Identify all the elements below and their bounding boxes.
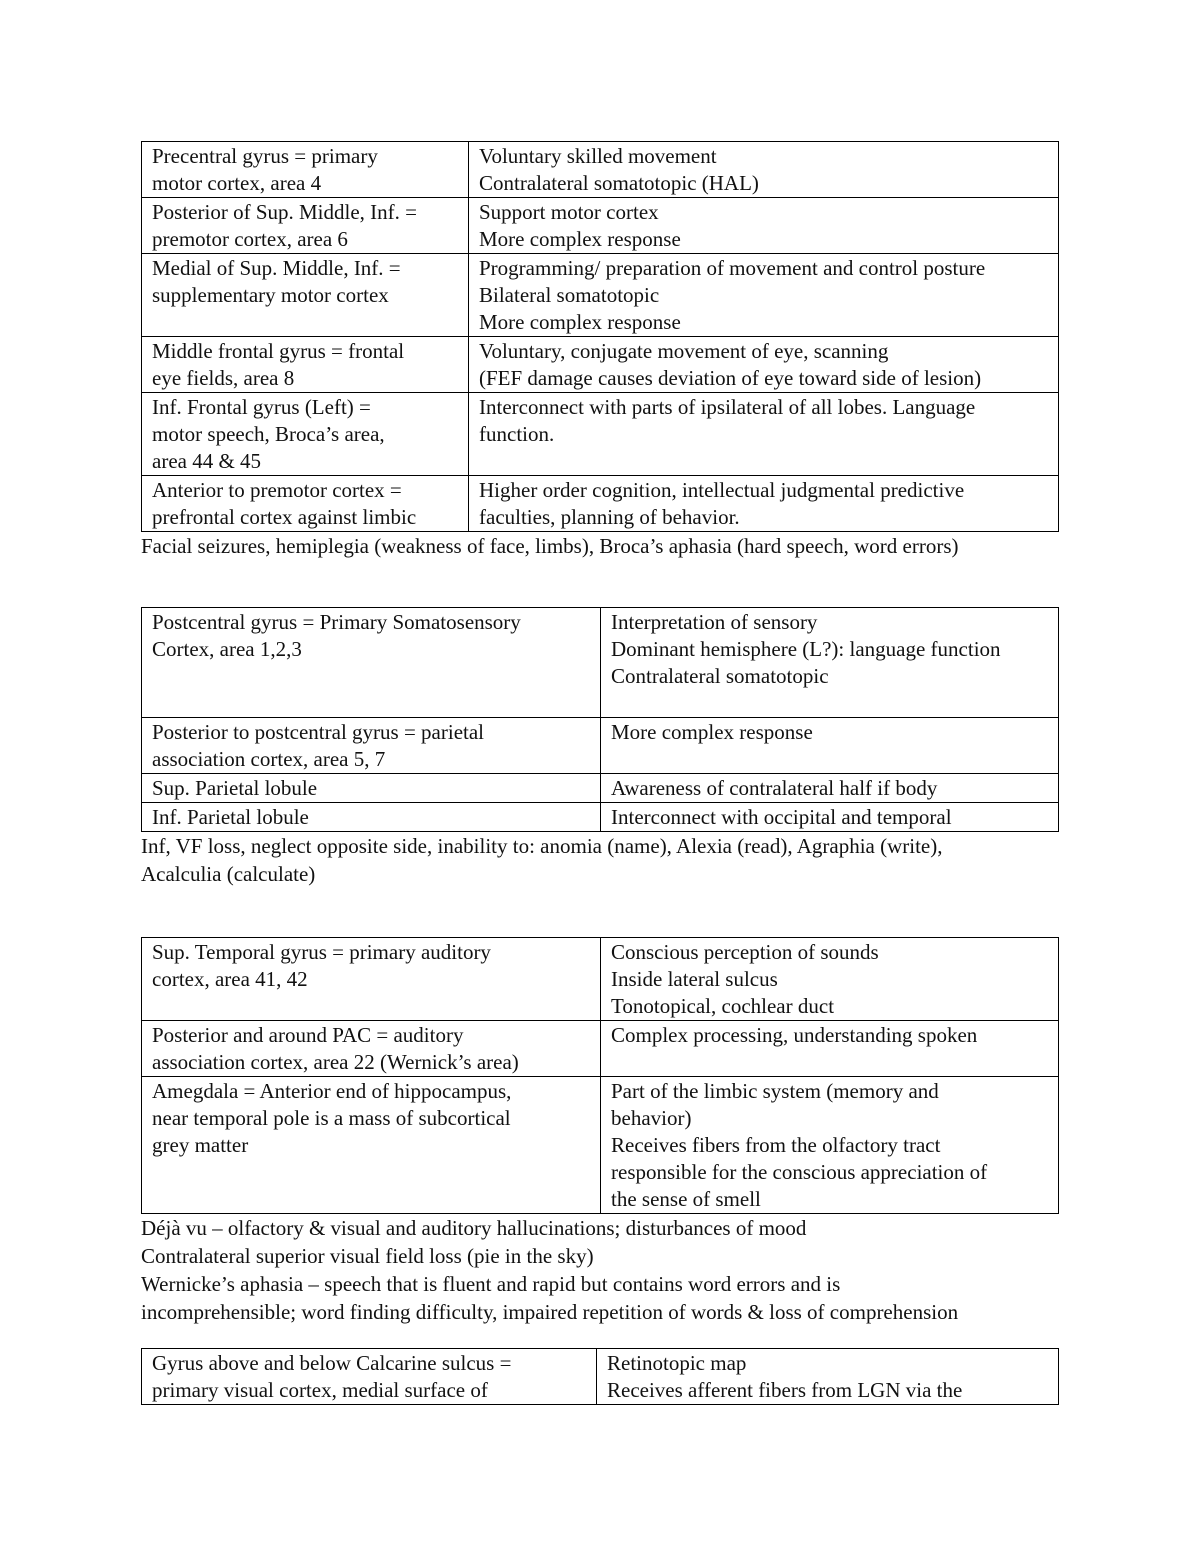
function-cell: Complex processing, understanding spoken	[601, 1021, 1059, 1077]
function-cell: Voluntary skilled movement Contralateral somatotopic (HAL)	[469, 142, 1059, 198]
function-cell: Awareness of contralateral half if body	[601, 774, 1059, 803]
function-cell: Part of the limbic system (memory and behavior) Receives fibers from the olfactory tract responsible for the conscious appreciation of the sense of smell	[601, 1077, 1059, 1214]
lesion-note: Wernicke’s aphasia – speech that is fluent and rapid but contains word errors and is	[141, 1272, 841, 1296]
table-row	[142, 337, 1059, 393]
region-cell: Inf. Frontal gyrus (Left) = motor speech, Broca’s area, area 44 & 45	[142, 393, 469, 476]
region-cell: Sup. Temporal gyrus = primary auditory cortex, area 41, 42	[142, 938, 601, 1021]
table-row	[142, 718, 1059, 774]
region-cell: Middle frontal gyrus = frontal eye fields, area 8	[142, 337, 469, 393]
region-cell: Anterior to premotor cortex = prefrontal cortex against limbic	[142, 476, 469, 532]
region-cell: Amegdala = Anterior end of hippocampus, near temporal pole is a mass of subcortical grey matter	[142, 1077, 601, 1214]
table-row	[142, 803, 1059, 832]
region-cell: Posterior and around PAC = auditory association cortex, area 22 (Wernick’s area)	[142, 1021, 601, 1077]
function-cell: Higher order cognition, intellectual judgmental predictive faculties, planning of behavior.	[469, 476, 1059, 532]
occipital-lobe-section	[141, 1348, 1059, 1405]
function-cell: Voluntary, conjugate movement of eye, scanning (FEF damage causes deviation of eye toward side of lesion)	[469, 337, 1059, 393]
table-row	[142, 1021, 1059, 1077]
function-cell: Interconnect with parts of ipsilateral of all lobes. Language function.	[469, 393, 1059, 476]
frontal-lobe-table	[141, 141, 1059, 532]
parietal-lobe-table	[141, 607, 1059, 832]
region-cell: Sup. Parietal lobule	[142, 774, 601, 803]
region-cell: Medial of Sup. Middle, Inf. = supplementary motor cortex	[142, 254, 469, 337]
function-cell: Support motor cortex More complex response	[469, 198, 1059, 254]
table-row	[142, 142, 1059, 198]
temporal-lobe-section	[141, 937, 1059, 1326]
table-row	[142, 198, 1059, 254]
lesion-note: Facial seizures, hemiplegia (weakness of face, limbs), Broca’s aphasia (hard speech, word errors)	[141, 534, 959, 558]
table-row	[142, 774, 1059, 803]
lesion-note: Inf, VF loss, neglect opposite side, inability to: anomia (name), Alexia (read), Agraphia (write),	[141, 834, 943, 858]
function-cell: Programming/ preparation of movement and control posture Bilateral somatotopic More complex response	[469, 254, 1059, 337]
function-cell: More complex response	[601, 718, 1059, 774]
function-cell: Conscious perception of sounds Inside lateral sulcus Tonotopical, cochlear duct	[601, 938, 1059, 1021]
parietal-lobe-section	[141, 607, 1059, 888]
table-row	[142, 608, 1059, 718]
region-cell: Posterior of Sup. Middle, Inf. = premotor cortex, area 6	[142, 198, 469, 254]
region-cell: Precentral gyrus = primary motor cortex, area 4	[142, 142, 469, 198]
table-row	[142, 254, 1059, 337]
region-cell: Inf. Parietal lobule	[142, 803, 601, 832]
lesion-note: incomprehensible; word finding difficulty, impaired repetition of words & loss of comprehension	[141, 1300, 959, 1324]
occipital-lobe-table	[141, 1348, 1059, 1405]
temporal-lobe-table	[141, 937, 1059, 1214]
function-cell: Retinotopic map Receives afferent fibers from LGN via the	[597, 1349, 1059, 1405]
region-cell: Gyrus above and below Calcarine sulcus = primary visual cortex, medial surface of	[142, 1349, 597, 1405]
table-row	[142, 393, 1059, 476]
table-row	[142, 476, 1059, 532]
table-row	[142, 1349, 1059, 1405]
region-cell: Postcentral gyrus = Primary Somatosensory Cortex, area 1,2,3	[142, 608, 601, 718]
frontal-lobe-section	[141, 141, 1059, 560]
table-row	[142, 938, 1059, 1021]
lesion-note: Acalculia (calculate)	[141, 862, 316, 886]
lesion-note: Déjà vu – olfactory & visual and auditory hallucinations; disturbances of mood	[141, 1216, 807, 1240]
function-cell: Interpretation of sensory Dominant hemisphere (L?): language function Contralateral somatotopic	[601, 608, 1059, 718]
table-row	[142, 1077, 1059, 1214]
function-cell: Interconnect with occipital and temporal	[601, 803, 1059, 832]
lesion-note: Contralateral superior visual field loss (pie in the sky)	[141, 1244, 594, 1268]
region-cell: Posterior to postcentral gyrus = parietal association cortex, area 5, 7	[142, 718, 601, 774]
